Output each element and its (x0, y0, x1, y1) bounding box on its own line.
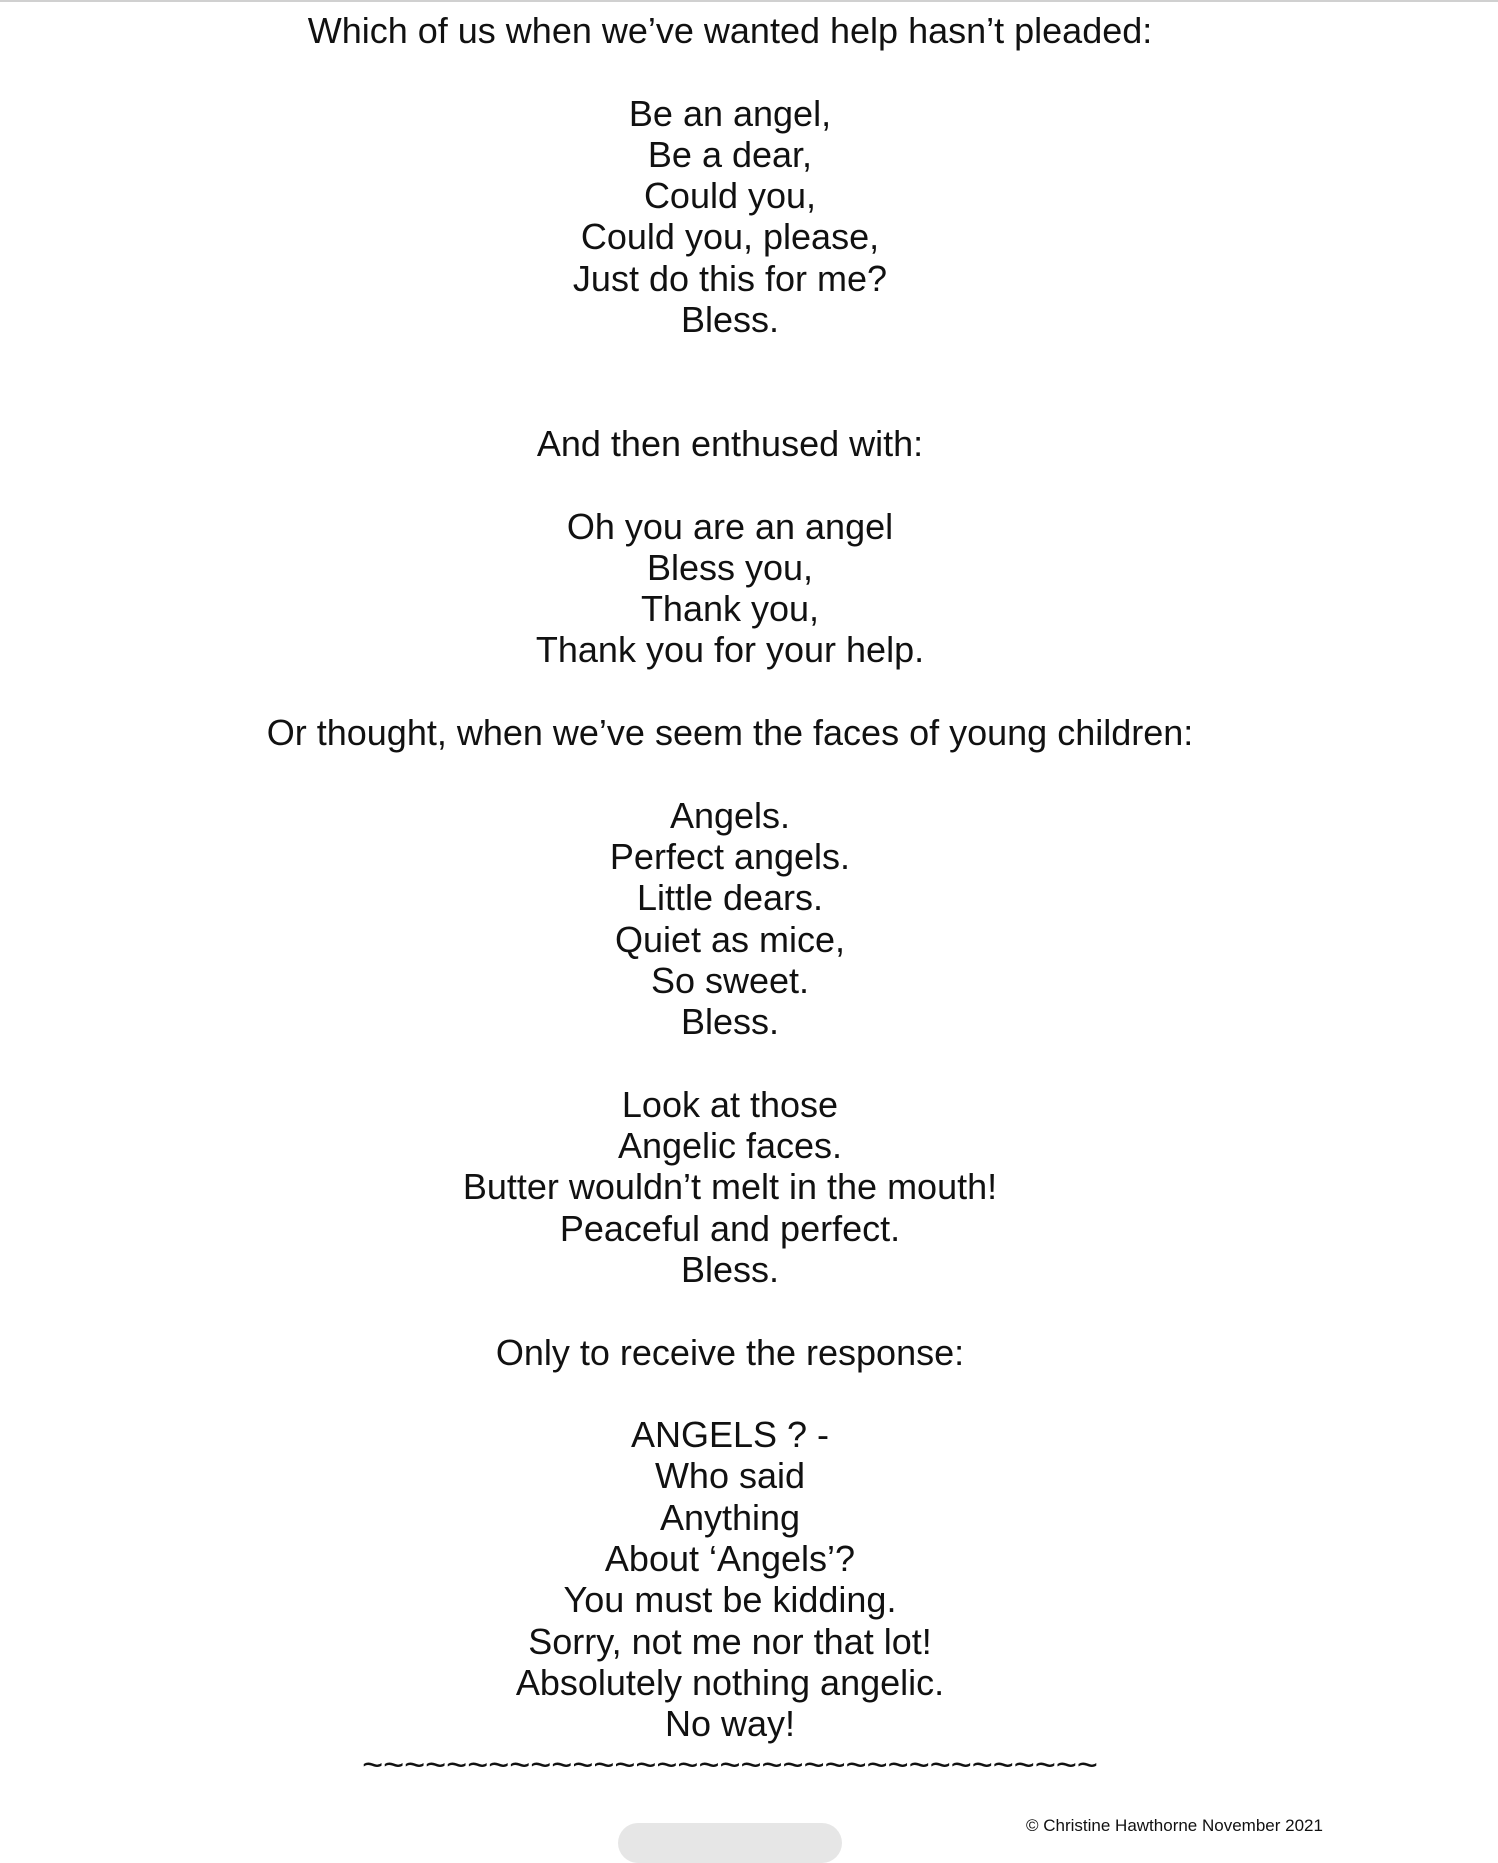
spacer (0, 51, 1460, 92)
stanza-line: Who said (654, 1455, 806, 1497)
copyright-notice: © Christine Hawthorne November 2021 (1026, 1816, 1323, 1835)
stanza-line: Absolutely nothing angelic. (515, 1661, 945, 1703)
then-line: And then enthused with: (536, 422, 924, 464)
stanza-line: About ‘Angels’? (604, 1537, 856, 1579)
stanza-line: Peaceful and perfect. (559, 1207, 901, 1249)
poem-body (0, 10, 1460, 1786)
stanza-line: You must be kidding. (563, 1579, 897, 1621)
stanza-line: ANGELS ? - (630, 1414, 830, 1456)
stanza-line: Thank you, (640, 588, 820, 630)
response-intro-line: Only to receive the response: (495, 1331, 965, 1373)
spacer (0, 464, 1460, 505)
stanza-line: Angelic faces. (617, 1125, 843, 1167)
stanza-line: Bless. (680, 1001, 780, 1043)
stanza-line: Could you, please, (580, 216, 880, 258)
stanza-line: Could you, (643, 175, 817, 217)
stanza-line: No way! (664, 1703, 796, 1745)
stanza-5 (0, 1414, 1460, 1744)
stanza-line: Just do this for me? (572, 257, 888, 299)
stanza-line: Bless. (680, 299, 780, 341)
or-thought-line: Or thought, when we’ve seem the faces of young children: (266, 712, 1194, 754)
tilde-divider: ~~~~~~~~~~~~~~~~~~~~~~~~~~~~~~~~~~~ (362, 1744, 1098, 1786)
spacer (0, 753, 1460, 794)
stanza-line: Butter wouldn’t melt in the mouth! (462, 1166, 998, 1208)
stanza-line: Look at those (621, 1083, 839, 1125)
spacer (0, 1373, 1460, 1414)
spacer (0, 1290, 1460, 1331)
stanza-line: Oh you are an angel (566, 505, 894, 547)
stanza-3 (0, 795, 1460, 1043)
stanza-line: Be a dear, (647, 133, 813, 175)
stanza-1 (0, 93, 1460, 341)
stanza-line: Bless you, (646, 546, 814, 588)
home-indicator[interactable] (618, 1823, 842, 1863)
stanza-line: Quiet as mice, (614, 918, 846, 960)
stanza-line: Perfect angels. (609, 835, 851, 877)
stanza-2 (0, 506, 1460, 671)
spacer (0, 1042, 1460, 1083)
stanza-line: Sorry, not me nor that lot! (528, 1620, 932, 1662)
stanza-line: So sweet. (650, 959, 810, 1001)
stanza-line: Thank you for your help. (535, 629, 925, 671)
stanza-line: Bless. (680, 1248, 780, 1290)
stanza-line: Anything (659, 1496, 801, 1538)
spacer (0, 671, 1460, 712)
poem-intro: Which of us when we’ve wanted help hasn’t pleaded: (307, 10, 1153, 51)
stanza-line: Angels. (669, 794, 791, 836)
spacer (0, 340, 1460, 423)
stanza-4 (0, 1084, 1460, 1290)
top-border (0, 0, 1498, 2)
stanza-line: Be an angel, (628, 92, 832, 134)
stanza-line: Little dears. (636, 877, 824, 919)
